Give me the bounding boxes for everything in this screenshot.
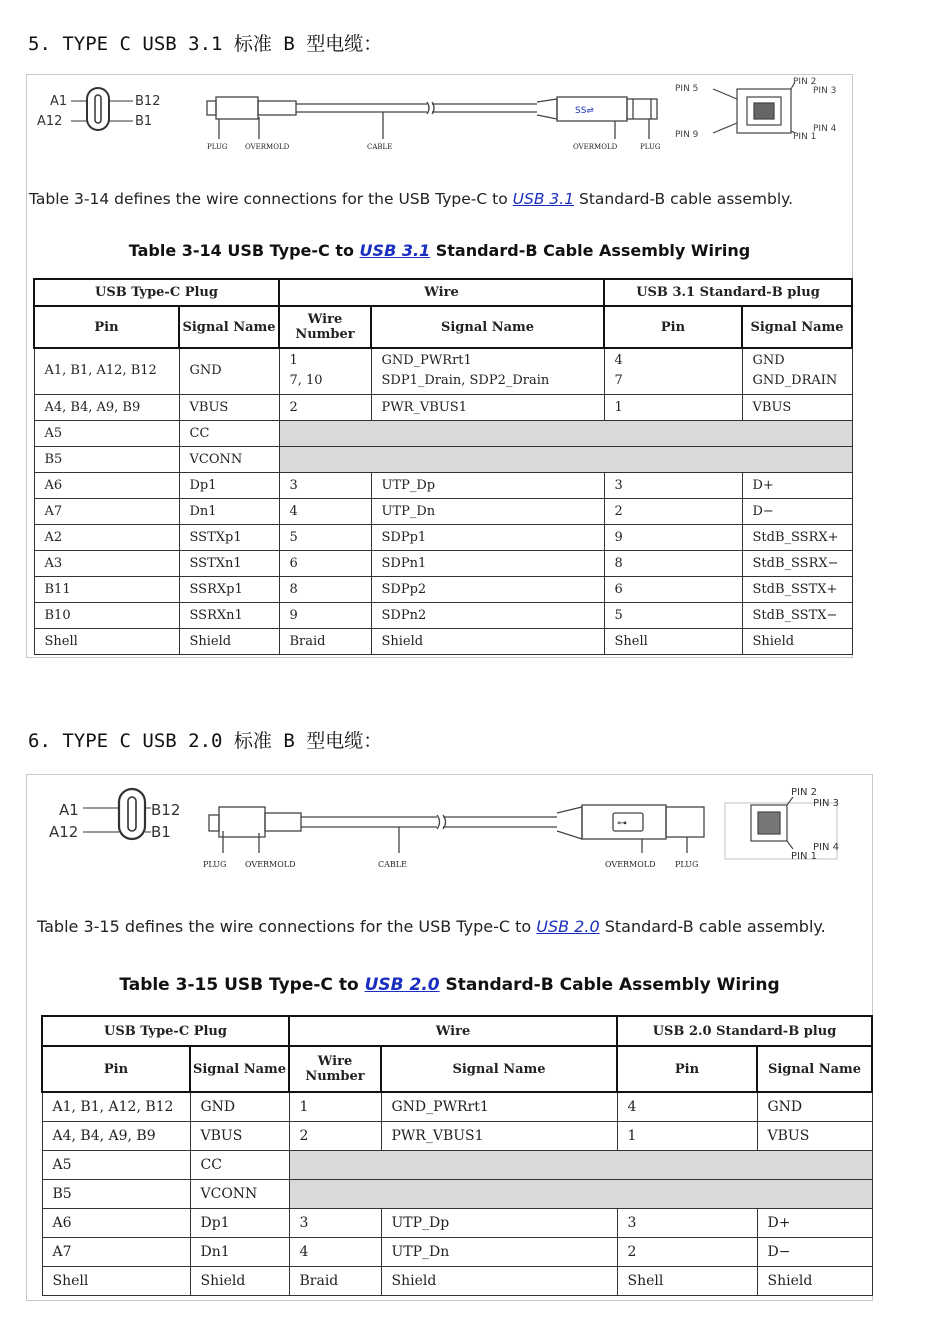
table-cell: SSTXp1 <box>179 524 279 550</box>
table-row <box>42 1179 872 1208</box>
table-cell: A5 <box>34 420 179 446</box>
table-cell: Shield <box>179 628 279 654</box>
usb20-cable-diagram <box>27 775 872 885</box>
table-cell: D− <box>742 498 852 524</box>
table-cell: GND_PWRrt1 <box>381 1092 617 1121</box>
pin-label-a12: A12 <box>49 823 79 841</box>
table-cell: 8 <box>279 576 371 602</box>
table-cell: D+ <box>742 472 852 498</box>
table-cell: GND <box>190 1092 289 1121</box>
group-header-wire: Wire <box>289 1016 617 1046</box>
table-cell: Shield <box>381 1266 617 1295</box>
table-cell: 3 <box>289 1208 381 1237</box>
pin-label-b12: B12 <box>151 801 181 819</box>
table-title-part: Standard-B Cable Assembly Wiring <box>439 975 780 995</box>
table-cell: Shell <box>34 628 179 654</box>
table-cell: B5 <box>42 1179 190 1208</box>
col-header: Pin <box>34 306 179 348</box>
table-cell: VBUS <box>742 394 852 420</box>
table-cell: SDPn1 <box>371 550 604 576</box>
usb-cable-icon <box>209 805 704 853</box>
pin-label-a1: A1 <box>50 94 68 109</box>
usb31-figure-panel <box>26 74 853 658</box>
table-row <box>34 602 852 628</box>
col-header: Pin <box>617 1046 757 1092</box>
table-cell: A1, B1, A12, B12 <box>34 348 179 394</box>
usb20-link[interactable]: USB 2.0 <box>536 917 600 936</box>
table-cell: 4 <box>617 1092 757 1121</box>
table-row <box>42 1092 872 1121</box>
table-title-part: Table 3-15 USB Type-C to <box>119 975 365 995</box>
table-cell: 3 <box>604 472 742 498</box>
table-cell: A6 <box>42 1208 190 1237</box>
typec-receptacle-icon <box>71 88 133 130</box>
table-cell: 3 <box>617 1208 757 1237</box>
table-row <box>42 1150 872 1179</box>
table-cell: PWR_VBUS1 <box>381 1121 617 1150</box>
table-cell: StdB_SSTX− <box>742 602 852 628</box>
label-overmold-right: OVERMOLD <box>605 860 656 869</box>
col-header: Signal Name <box>757 1046 872 1092</box>
pin-label-pin3: PIN 3 <box>813 86 837 96</box>
label-plug-left: PLUG <box>203 860 227 869</box>
table-cell: 6 <box>604 576 742 602</box>
col-header: Signal Name <box>371 306 604 348</box>
label-plug-right: PLUG <box>675 860 699 869</box>
label-overmold-right: OVERMOLD <box>573 143 618 151</box>
group-header-wire: Wire <box>279 279 604 306</box>
table-cell: A3 <box>34 550 179 576</box>
table-cell <box>289 1179 872 1208</box>
table-cell: VCONN <box>190 1179 289 1208</box>
intro-text-part: Table 3-15 defines the wire connections for the USB Type-C to <box>37 917 537 936</box>
col-header: Signal Name <box>179 306 279 348</box>
pin-label-b1: B1 <box>151 823 171 841</box>
table-cell: 2 <box>604 498 742 524</box>
table-cell: Shell <box>42 1266 190 1295</box>
pin-label-pin5: PIN 5 <box>675 84 699 94</box>
table-cell: StdB_SSTX+ <box>742 576 852 602</box>
usb31-intro-text <box>29 189 829 209</box>
table-title-part: Table 3-14 USB Type-C to <box>128 241 360 260</box>
pin-label-pin1: PIN 1 <box>791 851 818 862</box>
intro-text-part: Standard-B cable assembly. <box>574 190 794 208</box>
table-cell: Dn1 <box>190 1237 289 1266</box>
table-row <box>42 1237 872 1266</box>
col-header: Pin <box>42 1046 190 1092</box>
table-row <box>34 394 852 420</box>
label-plug-left: PLUG <box>207 143 228 151</box>
usb-cable-icon <box>207 97 657 139</box>
col-header: Wire Number <box>289 1046 381 1092</box>
table-cell: D+ <box>757 1208 872 1237</box>
table-cell: A7 <box>34 498 179 524</box>
usb31-cable-diagram <box>27 75 852 185</box>
table-cell: 1 <box>289 1092 381 1121</box>
table-cell: B11 <box>34 576 179 602</box>
table-cell: 4 7 <box>604 348 742 394</box>
col-header: Pin <box>604 306 742 348</box>
table-title-part: Standard-B Cable Assembly Wiring <box>430 241 751 260</box>
table-cell: Shield <box>190 1266 289 1295</box>
table-cell: A7 <box>42 1237 190 1266</box>
table-row <box>34 446 852 472</box>
table-cell: A6 <box>34 472 179 498</box>
table-cell: Braid <box>289 1266 381 1295</box>
table-cell: 5 <box>279 524 371 550</box>
pin-label-pin2: PIN 2 <box>791 787 818 798</box>
table-cell: 9 <box>279 602 371 628</box>
table-cell: Dn1 <box>179 498 279 524</box>
table-row <box>34 420 852 446</box>
table-cell: StdB_SSRX− <box>742 550 852 576</box>
table-cell: D− <box>757 1237 872 1266</box>
label-overmold-left: OVERMOLD <box>245 143 290 151</box>
col-header: Wire Number <box>279 306 371 348</box>
table-row <box>42 1121 872 1150</box>
usb31-link[interactable]: USB 3.1 <box>512 190 575 208</box>
table-cell: GND GND_DRAIN <box>742 348 852 394</box>
usb31-table-title <box>27 241 852 260</box>
table-cell: 3 <box>279 472 371 498</box>
usb31-wiring-table <box>33 278 853 655</box>
intro-text-part: Table 3-14 defines the wire connections for the USB Type-C to <box>29 190 513 208</box>
pin-label-pin4: PIN 4 <box>813 842 840 853</box>
table-cell: VBUS <box>179 394 279 420</box>
table-cell: 1 7, 10 <box>279 348 371 394</box>
label-plug-right: PLUG <box>640 143 661 151</box>
group-header-stdb-plug: USB 2.0 Standard-B plug <box>617 1016 872 1046</box>
usb20-wiring-table <box>41 1015 873 1296</box>
table-cell: B5 <box>34 446 179 472</box>
pin-label-pin4: PIN 4 <box>813 124 837 134</box>
table-cell: Shell <box>617 1266 757 1295</box>
table-row <box>34 576 852 602</box>
table-cell: Shell <box>604 628 742 654</box>
usb20-intro-text <box>37 916 857 938</box>
usb20-title-link[interactable]: USB 2.0 <box>364 975 440 995</box>
pin-label-pin1: PIN 1 <box>793 132 817 142</box>
pin-label-pin9: PIN 9 <box>675 130 699 140</box>
table-cell: PWR_VBUS1 <box>371 394 604 420</box>
table-cell: 2 <box>279 394 371 420</box>
table-cell: UTP_Dn <box>371 498 604 524</box>
section-heading-usb20: 6. TYPE C USB 2.0 标准 B 型电缆： <box>28 730 383 752</box>
table-cell: Dp1 <box>179 472 279 498</box>
table-row <box>34 498 852 524</box>
group-header-typec-plug: USB Type-C Plug <box>34 279 279 306</box>
table-row <box>34 628 852 654</box>
usb-trident-logo-icon: ⊶ <box>617 818 627 829</box>
table-cell <box>289 1150 872 1179</box>
usb-std-b-receptacle-icon <box>713 82 795 133</box>
table-cell <box>279 446 852 472</box>
table-cell: GND <box>179 348 279 394</box>
table-cell <box>279 420 852 446</box>
pin-label-pin3: PIN 3 <box>813 798 840 809</box>
section-heading-usb31: 5. TYPE C USB 3.1 标准 B 型电缆： <box>28 33 383 55</box>
usb20-table-title <box>27 975 872 995</box>
table-cell: 2 <box>617 1237 757 1266</box>
table-cell: A4, B4, A9, B9 <box>42 1121 190 1150</box>
table-cell: GND_PWRrt1 SDP1_Drain, SDP2_Drain <box>371 348 604 394</box>
table-cell: SSTXn1 <box>179 550 279 576</box>
table-cell: 6 <box>279 550 371 576</box>
table-cell: 4 <box>289 1237 381 1266</box>
table-row <box>34 348 852 394</box>
col-header: Signal Name <box>190 1046 289 1092</box>
pin-label-a1: A1 <box>59 801 79 819</box>
table-cell: CC <box>190 1150 289 1179</box>
table-cell: 9 <box>604 524 742 550</box>
table-cell: 5 <box>604 602 742 628</box>
label-overmold-left: OVERMOLD <box>245 860 296 869</box>
table-row <box>42 1266 872 1295</box>
intro-text-part: Standard-B cable assembly. <box>599 917 826 936</box>
table-row <box>34 550 852 576</box>
group-header-stdb-plug: USB 3.1 Standard-B plug <box>604 279 852 306</box>
table-cell: VBUS <box>190 1121 289 1150</box>
table-cell: 1 <box>604 394 742 420</box>
table-cell: B10 <box>34 602 179 628</box>
table-cell: UTP_Dp <box>371 472 604 498</box>
table-cell: VCONN <box>179 446 279 472</box>
table-cell: Braid <box>279 628 371 654</box>
table-cell: Shield <box>757 1266 872 1295</box>
table-cell: UTP_Dn <box>381 1237 617 1266</box>
usb-superspeed-logo-icon: SS⇌ <box>575 106 594 116</box>
table-cell: GND <box>757 1092 872 1121</box>
table-row <box>42 1208 872 1237</box>
table-row <box>34 524 852 550</box>
table-cell: Dp1 <box>190 1208 289 1237</box>
table-cell: UTP_Dp <box>381 1208 617 1237</box>
table-cell: A2 <box>34 524 179 550</box>
usb20-figure-panel <box>26 774 873 1301</box>
table-cell: SDPp1 <box>371 524 604 550</box>
pin-label-a12: A12 <box>37 114 63 129</box>
usb31-title-link[interactable]: USB 3.1 <box>359 241 431 260</box>
label-cable: CABLE <box>367 143 393 151</box>
table-cell: Shield <box>742 628 852 654</box>
table-cell: StdB_SSRX+ <box>742 524 852 550</box>
table-cell: A5 <box>42 1150 190 1179</box>
table-cell: A1, B1, A12, B12 <box>42 1092 190 1121</box>
table-cell: SSRXn1 <box>179 602 279 628</box>
table-cell: SDPn2 <box>371 602 604 628</box>
table-cell: SSRXp1 <box>179 576 279 602</box>
typec-receptacle-icon <box>83 789 151 839</box>
col-header: Signal Name <box>742 306 852 348</box>
table-cell: Shield <box>371 628 604 654</box>
table-cell: A4, B4, A9, B9 <box>34 394 179 420</box>
pin-label-b1: B1 <box>135 114 153 129</box>
table-cell: 1 <box>617 1121 757 1150</box>
table-cell: VBUS <box>757 1121 872 1150</box>
pin-label-b12: B12 <box>135 94 161 109</box>
label-cable: CABLE <box>378 860 407 869</box>
table-cell: 8 <box>604 550 742 576</box>
table-cell: CC <box>179 420 279 446</box>
group-header-typec-plug: USB Type-C Plug <box>42 1016 289 1046</box>
table-cell: 2 <box>289 1121 381 1150</box>
table-cell: 4 <box>279 498 371 524</box>
table-row <box>34 472 852 498</box>
col-header: Signal Name <box>381 1046 617 1092</box>
pin-label-pin2: PIN 2 <box>793 77 817 87</box>
table-cell: SDPp2 <box>371 576 604 602</box>
